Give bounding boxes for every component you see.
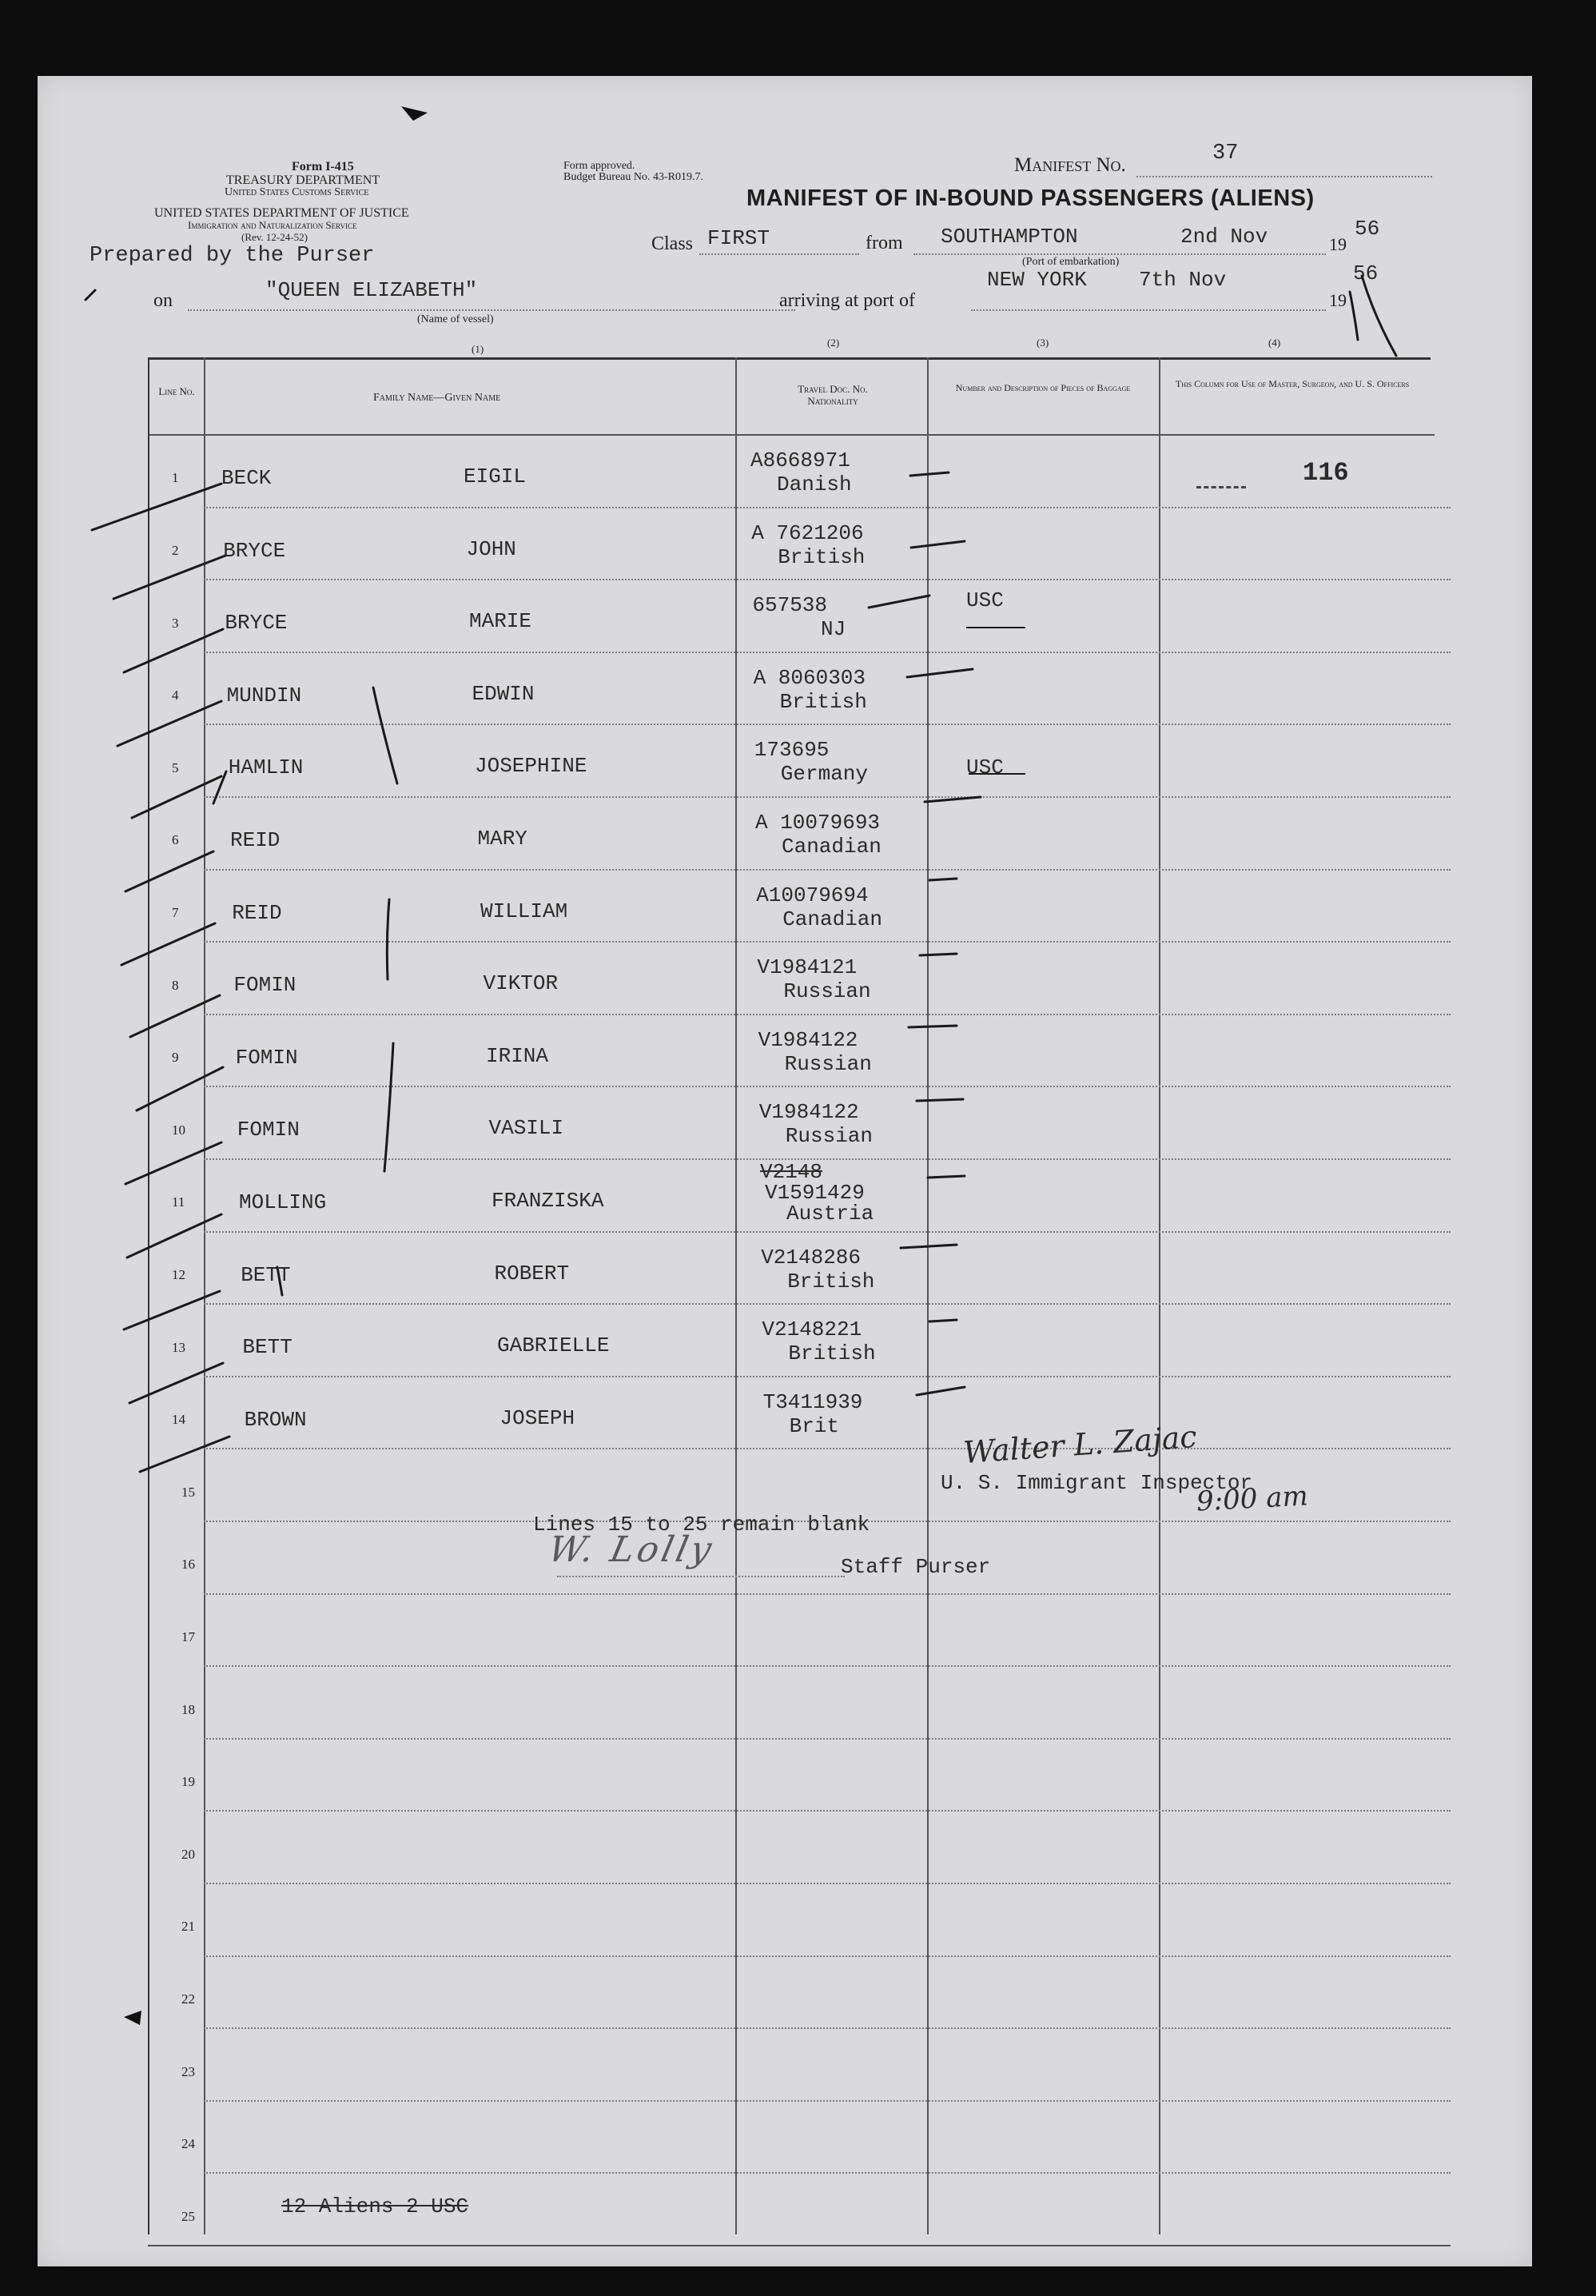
revision: (Rev. 12-24-52) [241, 231, 308, 243]
row-travel-doc-corrected: V1591429 [765, 1181, 865, 1205]
pen-markings [38, 76, 1532, 2266]
row-travel-doc: A 8060303 [753, 665, 866, 690]
row-line-number: 20 [181, 1846, 195, 1862]
row-family-name: BRYCE [223, 538, 286, 563]
header-name: Family Name—Given Name [373, 392, 501, 404]
arriving-label: arriving at port of [779, 290, 915, 311]
row-line-number: 6 [172, 832, 179, 848]
col-number-1: (1) [472, 343, 484, 355]
row-given-name: VASILI [488, 1116, 564, 1141]
row-nationality: Brit [789, 1413, 840, 1438]
row-given-name: EIGIL [464, 464, 527, 488]
col-number-3: (3) [1037, 337, 1049, 349]
row-travel-doc: A10079694 [756, 883, 869, 907]
row-line-number: 9 [172, 1050, 179, 1066]
row-travel-doc: V1984121 [757, 955, 858, 980]
row-family-name: REID [232, 900, 282, 925]
row-family-name: FOMIN [237, 1118, 300, 1142]
row-family-name: REID [230, 828, 281, 852]
from-year: 56 [1355, 217, 1380, 241]
row-nationality: Russian [783, 979, 871, 1004]
row-family-name: BECK [221, 466, 272, 490]
row-travel-doc: V1984122 [758, 1027, 858, 1052]
purser-title: Staff Purser [841, 1555, 991, 1579]
manifest-page [38, 76, 1532, 2266]
row-baggage: USC [966, 588, 1004, 613]
row-nationality: British [788, 1341, 876, 1366]
row-given-name: GABRIELLE [497, 1333, 610, 1358]
row-travel-doc: V2148286 [761, 1245, 862, 1270]
officer-count: 116 [1303, 458, 1349, 488]
class-label: Class [651, 233, 694, 254]
row-family-name: BETT [242, 1335, 293, 1360]
footer-summary: 12 Aliens 2 USC [281, 2194, 469, 2218]
arrival-port: NEW YORK [987, 268, 1087, 292]
row-line-number: 1 [172, 470, 179, 486]
row-family-name: BRYCE [225, 611, 288, 636]
budget-bureau: Budget Bureau No. 43-R019.7. [563, 171, 703, 183]
row-nationality: British [778, 544, 866, 569]
ins-service: Immigration and Naturalization Service [188, 219, 357, 231]
on-label: on [153, 290, 173, 311]
row-given-name: EDWIN [472, 681, 535, 706]
row-line-number: 13 [172, 1339, 185, 1355]
row-travel-doc: V1984122 [758, 1100, 859, 1125]
arrival-year: 56 [1353, 261, 1379, 285]
manifest-number: 37 [1212, 142, 1239, 165]
row-nationality: Russian [785, 1124, 874, 1149]
row-line-number: 17 [181, 1628, 195, 1644]
row-line-number: 14 [172, 1412, 185, 1428]
vessel-name: "QUEEN ELIZABETH" [265, 278, 478, 302]
inspector-title: U. S. Immigrant Inspector [941, 1471, 1253, 1495]
row-family-name: BROWN [244, 1407, 307, 1432]
row-travel-doc: V2148 [760, 1160, 823, 1184]
col-number-4: (4) [1268, 337, 1281, 349]
row-line-number: 11 [172, 1194, 185, 1210]
row-line-number: 7 [172, 904, 179, 920]
header-travel-doc: Travel Doc. No. Nationality [798, 383, 868, 407]
from-port: SOUTHAMPTON [941, 225, 1078, 249]
row-travel-doc: 173695 [754, 738, 830, 763]
blank-lines-note: Lines 15 to 25 remain blank [533, 1513, 870, 1537]
header-baggage: Number and Description of Pieces of Baggage [955, 382, 1131, 393]
from-label: from [866, 233, 903, 253]
arrival-year-prefix: 19 [1329, 290, 1347, 310]
row-travel-doc: A 10079693 [755, 811, 881, 835]
arrival-date: 7th Nov [1139, 268, 1227, 292]
purser-signature: W. Lolly [544, 1529, 718, 1570]
row-nationality: Russian [784, 1051, 872, 1076]
row-nationality: Austria [786, 1202, 874, 1226]
row-family-name: FOMIN [235, 1045, 298, 1070]
row-line-number: 15 [181, 1484, 195, 1500]
form-number: Form I-415 [292, 160, 354, 173]
row-nationality: British [787, 1269, 875, 1293]
row-given-name: JOSEPHINE [475, 754, 587, 779]
row-line-number: 19 [181, 1774, 195, 1790]
row-nationality: Danish [777, 472, 852, 496]
row-travel-doc: 657538 [752, 593, 828, 618]
row-travel-doc: T3411939 [762, 1389, 863, 1414]
row-line-number: 23 [181, 2063, 195, 2079]
header-officer-use: This Column for Use of Master, Surgeon, and U. S. Officers [1175, 378, 1410, 389]
class-value: FIRST [707, 226, 770, 250]
row-line-number: 22 [181, 1991, 195, 2007]
row-given-name: FRANZISKA [492, 1189, 604, 1213]
row-given-name: ROBERT [494, 1261, 570, 1286]
row-line-number: 8 [172, 977, 179, 993]
row-line-number: 21 [181, 1919, 195, 1935]
row-line-number: 10 [172, 1122, 185, 1138]
row-family-name: MUNDIN [226, 683, 302, 708]
row-line-number: 25 [181, 2208, 195, 2224]
row-nationality: British [779, 689, 867, 714]
row-line-number: 3 [172, 615, 179, 631]
row-given-name: JOSEPH [499, 1405, 575, 1430]
row-nationality: NJ [821, 617, 846, 642]
row-line-number: 16 [181, 1557, 195, 1573]
row-line-number: 5 [172, 759, 179, 775]
row-line-number: 24 [181, 2136, 195, 2152]
row-family-name: HAMLIN [228, 755, 304, 780]
row-family-name: FOMIN [233, 973, 297, 998]
header-line-no: Line No. [158, 385, 195, 397]
row-line-number: 12 [172, 1266, 185, 1282]
row-nationality: Canadian [782, 907, 883, 931]
inspector-signature: Walter L. Zajac [961, 1418, 1198, 1471]
row-given-name: WILLIAM [480, 899, 568, 923]
row-given-name: IRINA [486, 1043, 549, 1068]
vessel-caption: (Name of vessel) [417, 313, 494, 325]
col-number-2: (2) [827, 337, 840, 349]
row-given-name: MARIE [469, 609, 532, 634]
form-approved: Form approved. [563, 160, 635, 172]
manifest-title: MANIFEST OF IN-BOUND PASSENGERS (ALIENS) [746, 185, 1315, 211]
inspector-time: 9:00 am [1196, 1480, 1309, 1518]
row-line-number: 2 [172, 542, 179, 558]
row-given-name: MARY [477, 827, 527, 851]
treasury-dept: TREASURY DEPARTMENT [226, 173, 380, 187]
row-family-name: MOLLING [239, 1190, 327, 1214]
row-nationality: Germany [780, 762, 869, 787]
row-line-number: 18 [181, 1701, 195, 1717]
from-year-prefix: 19 [1329, 234, 1347, 254]
customs-service: United States Customs Service [225, 186, 369, 198]
from-date: 2nd Nov [1180, 225, 1268, 249]
prepared-by: Prepared by the Purser [90, 244, 375, 268]
row-family-name: BETT [241, 1262, 291, 1287]
justice-dept: UNITED STATES DEPARTMENT OF JUSTICE [154, 206, 409, 220]
row-nationality: Canadian [782, 835, 882, 859]
row-given-name: VIKTOR [483, 971, 559, 996]
manifest-label: Manifest No. [1014, 154, 1126, 176]
row-travel-doc: A8668971 [750, 448, 850, 472]
row-given-name: JOHN [466, 536, 516, 561]
row-travel-doc: A 7621206 [751, 520, 864, 545]
row-travel-doc: V2148221 [762, 1317, 862, 1342]
embark-caption: (Port of embarkation) [1022, 256, 1120, 268]
row-baggage: USC [966, 755, 1004, 780]
row-line-number: 4 [172, 688, 179, 704]
